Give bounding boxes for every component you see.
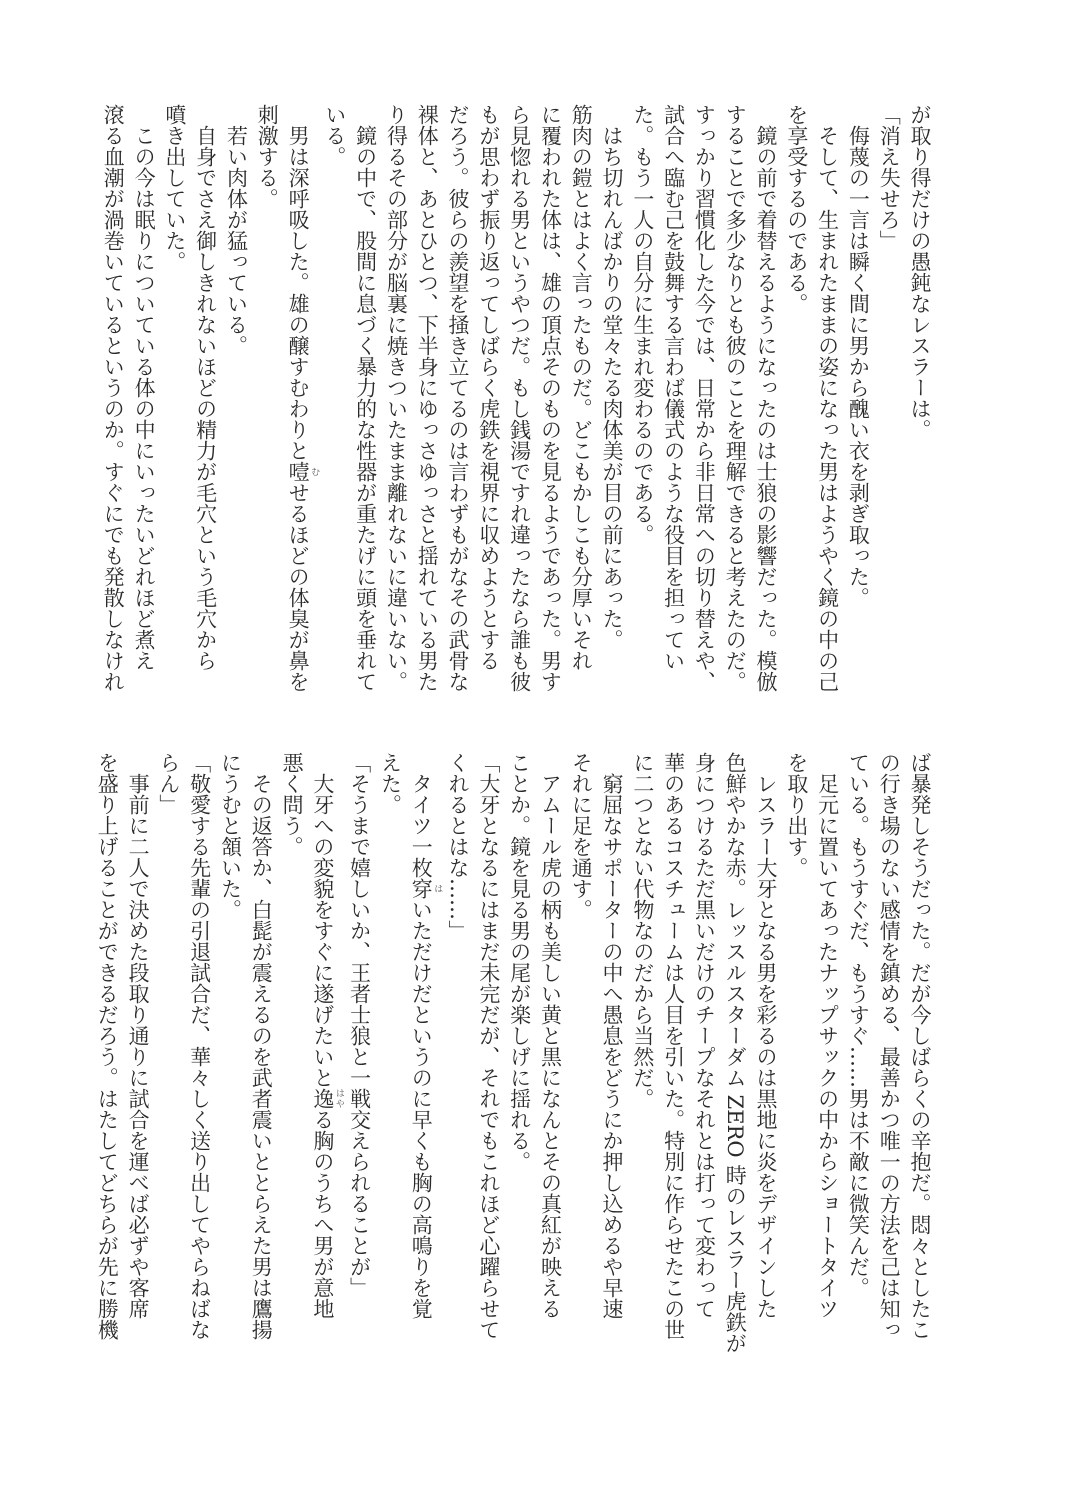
text-line: [843, 752, 874, 1342]
text-line: [719, 104, 750, 694]
text-line: [504, 752, 535, 1342]
text-line: [411, 104, 442, 694]
text-block-upper: [97, 104, 935, 694]
text-segment: にうむと頷いた。: [218, 752, 243, 920]
text-segment: の行き場のない感情を鎮める、最善かつ唯一の方法を己は知っ: [877, 752, 902, 1340]
text-segment: いる。: [322, 104, 347, 167]
text-segment: に覆われた体は、雄の頂点そのものを見るようであった。男す: [538, 104, 563, 692]
text-segment: タイツ一枚: [409, 752, 434, 878]
text-line: [750, 752, 781, 1342]
text-segment: 足元に置いてあったナップサックの中からショートタイツ: [815, 752, 840, 1319]
text-line: [307, 752, 344, 1342]
text-segment: その返答か、白髭が震えるのを武者震いととらえた男は鷹揚: [249, 752, 274, 1340]
text-segment: が取り得だけの愚鈍なレスラーは。: [908, 104, 932, 440]
text-line: [781, 752, 812, 1342]
text-line: [781, 104, 812, 694]
text-line: [904, 752, 935, 1342]
text-line: [689, 752, 720, 1342]
text-segment: 自身でさえ御しきれないほどの精力が毛穴という毛穴から: [193, 104, 218, 671]
text-line: [504, 104, 535, 694]
text-line: [596, 752, 627, 1342]
text-block-lower: [91, 752, 935, 1354]
text-segment: を盛り上げることができるだろう。はたしてどちらが先に勝機: [95, 752, 120, 1340]
ruby-reading: は: [432, 878, 443, 899]
text-segment: だろう。彼らの羨望を掻き立てるのは言わずもがなその武骨な: [446, 104, 471, 692]
text-segment: レスラー大牙となる男を彩るのは黒地に炎をデザインした: [754, 752, 779, 1319]
ruby-base: 逸: [310, 1088, 335, 1109]
text-line: [658, 104, 689, 694]
text-line: [750, 104, 781, 694]
text-line: [215, 752, 246, 1342]
text-line: [473, 752, 504, 1342]
text-segment: た。もう一人の自分に生まれ変わるのである。: [630, 104, 655, 545]
text-segment: 色鮮やかな赤。レッスルスターダム ZERO 時のレスラー虎鉄が: [723, 752, 748, 1354]
text-segment: そして、生まれたままの姿になった男はようやく鏡の中の己: [815, 104, 840, 692]
text-segment: せるほどの体臭が鼻を: [286, 482, 311, 692]
text-segment: らん」: [156, 752, 181, 815]
text-segment: 若い肉体が猛っている。: [224, 104, 249, 356]
text-line: [689, 104, 720, 694]
text-segment: 刺激する。: [255, 104, 280, 209]
text-line: [658, 752, 689, 1342]
text-segment: 大牙への変貌をすぐに遂げたいと: [310, 752, 335, 1088]
text-segment: 噴き出していた。: [162, 104, 187, 272]
text-line: [719, 752, 750, 1354]
text-line: [375, 752, 406, 1342]
text-segment: る胸のうちへ男が意地: [310, 1109, 335, 1319]
text-line: [221, 104, 252, 694]
text-segment: 「そうまで嬉しいか、王者士狼と一戦交えられることが」: [347, 752, 372, 1298]
ruby-base: 噎: [286, 461, 311, 482]
text-line: [442, 752, 473, 1342]
text-line: [282, 104, 319, 694]
text-line: [627, 752, 658, 1342]
text-segment: えた。: [378, 752, 403, 815]
text-line: [473, 104, 504, 694]
text-segment: くれるとはな……」: [446, 752, 471, 941]
ruby-reading: む: [309, 461, 320, 482]
text-line: [245, 752, 276, 1342]
text-segment: いただけだというのに早くも胸の高鳴りを覚: [409, 899, 434, 1319]
text-segment: 華のあるコスチュームは人目を引いた。特別に作らせたこの世: [661, 752, 686, 1340]
text-line: [91, 752, 122, 1342]
text-line: [627, 104, 658, 694]
text-segment: 滾る血潮が渦巻いているというのか。すぐにでも発散しなけれ: [101, 104, 126, 692]
text-line: [350, 104, 381, 694]
text-line: [565, 104, 596, 694]
text-line: [873, 104, 904, 694]
text-line: [122, 752, 153, 1342]
text-segment: すっかり習慣化した今では、日常から非日常への切り替えや、: [692, 104, 717, 692]
text-segment: に二つとない代物なのだから当然だ。: [630, 752, 655, 1109]
text-line: [812, 752, 843, 1342]
text-segment: 身につけるただ黒いだけのチープなそれとは打って変わって: [692, 752, 717, 1319]
text-segment: それに足を通す。: [569, 752, 594, 920]
text-line: [405, 752, 442, 1342]
text-line: [812, 104, 843, 694]
text-segment: り得るその部分が脳裏に焼きついたまま離れないに違いない。: [384, 104, 409, 692]
text-segment: ば暴発しそうだった。だが今しばらくの辛抱だ。悶々としたこ: [908, 752, 932, 1340]
text-line: [319, 104, 350, 694]
text-line: [535, 752, 566, 1342]
text-line: [184, 752, 215, 1342]
text-segment: ことか。鏡を見る男の尾が楽しげに揺れる。: [507, 752, 532, 1172]
text-segment: 「大牙となるにはまだ未完だが、それでもこれほど心躍らせて: [476, 752, 501, 1340]
text-line: [565, 752, 596, 1342]
text-segment: 鏡の前で着替えるようになったのは士狼の影響だった。模倣: [754, 104, 779, 692]
text-line: [904, 104, 935, 694]
text-line: [190, 104, 221, 694]
text-segment: 鏡の中で、股間に息づく暴力的な性器が重たげに頭を垂れて: [353, 104, 378, 692]
text-line: [153, 752, 184, 1342]
text-line: [843, 104, 874, 694]
ruby-reading: はや: [333, 1088, 344, 1109]
text-line: [251, 104, 282, 694]
text-segment: を取り出す。: [784, 752, 809, 878]
text-line: [535, 104, 566, 694]
text-segment: 事前に二人で決めた段取り通りに試合を運べば必ずや客席: [126, 752, 151, 1319]
text-segment: もが思わず振り返ってしばらく虎鉄を視界に収めようとする: [476, 104, 501, 671]
text-segment: 「消え失せろ」: [877, 104, 902, 251]
ruby-annotation: [409, 878, 443, 899]
text-segment: ている。もうすぐだ、もうすぐ……男は不敵に微笑んだ。: [846, 752, 871, 1298]
text-line: [873, 752, 904, 1342]
ruby-base: 穿: [409, 878, 434, 899]
text-segment: 裸体と、あとひとつ、下半身にゆっさゆっさと揺れている男た: [415, 104, 440, 692]
ruby-annotation: [286, 461, 320, 482]
text-line: [128, 104, 159, 694]
text-line: [442, 104, 473, 694]
text-segment: 男は深呼吸した。雄の醸すむわりと: [286, 104, 311, 461]
text-segment: することで多少なりとも彼のことを理解できると考えたのだ。: [723, 104, 748, 692]
text-segment: 「敬愛する先輩の引退試合だ、華々しく送り出してやらねばな: [187, 752, 212, 1340]
text-segment: ら見惚れる男というやつだ。もし銭湯ですれ違ったなら誰も彼: [507, 104, 532, 692]
ruby-annotation: [310, 1088, 344, 1109]
text-segment: アムール虎の柄も美しい黄と黒になんとその真紅が映える: [538, 752, 563, 1319]
text-segment: この今は眠りについている体の中にいったいどれほど煮え: [132, 104, 157, 671]
text-line: [596, 104, 627, 694]
text-segment: はち切れんばかりの堂々たる肉体美が目の前にあった。: [600, 104, 625, 650]
text-line: [159, 104, 190, 694]
text-segment: 侮蔑の一言は瞬く間に男から醜い衣を剥ぎ取った。: [846, 104, 871, 608]
text-segment: 試合へ臨む己を鼓舞する言わば儀式のような役目を担ってい: [661, 104, 686, 671]
text-segment: 窮屈なサポーターの中へ愚息をどうにか押し込めるや早速: [600, 752, 625, 1319]
text-segment: 筋肉の鎧とはよく言ったものだ。どこもかしこも分厚いそれ: [569, 104, 594, 671]
text-segment: を享受するのである。: [784, 104, 809, 314]
text-line: [344, 752, 375, 1342]
text-line: [276, 752, 307, 1342]
text-line: [97, 104, 128, 694]
text-segment: 悪く問う。: [280, 752, 305, 857]
text-line: [381, 104, 412, 694]
